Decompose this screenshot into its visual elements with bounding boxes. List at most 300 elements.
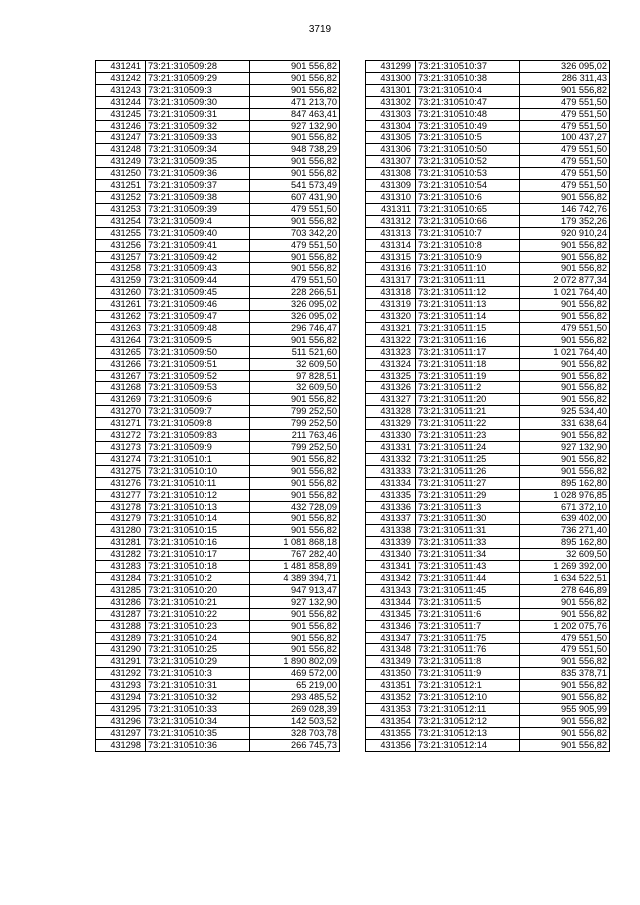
row-number-cell: 431308 xyxy=(366,168,416,180)
cadastral-number-cell: 73:21:310509:53 xyxy=(146,382,250,394)
row-number-cell: 431299 xyxy=(366,61,416,73)
row-number-cell: 431296 xyxy=(96,715,146,727)
value-cell: 479 551,50 xyxy=(520,632,610,644)
row-number-cell: 431356 xyxy=(366,739,416,751)
table-row xyxy=(96,120,340,132)
cadastral-number-cell: 73:21:310509:51 xyxy=(146,358,250,370)
table-row xyxy=(366,418,610,430)
table-row xyxy=(366,144,610,156)
value-cell: 901 556,82 xyxy=(520,680,610,692)
value-cell: 479 551,50 xyxy=(250,239,340,251)
row-number-cell: 431312 xyxy=(366,215,416,227)
cadastral-number-cell: 73:21:310509:36 xyxy=(146,168,250,180)
value-cell: 901 556,82 xyxy=(250,453,340,465)
value-cell: 901 556,82 xyxy=(520,453,610,465)
table-row xyxy=(96,108,340,120)
row-number-cell: 431255 xyxy=(96,227,146,239)
row-number-cell: 431244 xyxy=(96,96,146,108)
value-cell: 269 028,39 xyxy=(250,703,340,715)
value-cell: 1 890 802,09 xyxy=(250,656,340,668)
cadastral-number-cell: 73:21:310509:32 xyxy=(146,120,250,132)
value-cell: 901 556,82 xyxy=(250,263,340,275)
cadastral-number-cell: 73:21:310510:4 xyxy=(416,84,520,96)
table-row xyxy=(366,311,610,323)
table-row xyxy=(96,739,340,751)
table-row xyxy=(366,692,610,704)
cadastral-number-cell: 73:21:310511:8 xyxy=(416,656,520,668)
value-cell: 901 556,82 xyxy=(520,263,610,275)
table-row xyxy=(366,489,610,501)
table-row xyxy=(96,61,340,73)
row-number-cell: 431263 xyxy=(96,322,146,334)
row-number-cell: 431347 xyxy=(366,632,416,644)
cadastral-number-cell: 73:21:310510:10 xyxy=(146,465,250,477)
row-number-cell: 431293 xyxy=(96,680,146,692)
cadastral-number-cell: 73:21:310510:65 xyxy=(416,203,520,215)
table-row xyxy=(366,715,610,727)
row-number-cell: 431337 xyxy=(366,513,416,525)
cadastral-number-cell: 73:21:310509:4 xyxy=(146,215,250,227)
row-number-cell: 431301 xyxy=(366,84,416,96)
cadastral-number-cell: 73:21:310510:7 xyxy=(416,227,520,239)
cadastral-number-cell: 73:21:310509:50 xyxy=(146,346,250,358)
table-row xyxy=(366,96,610,108)
cadastral-number-cell: 73:21:310509:47 xyxy=(146,311,250,323)
value-cell: 901 556,82 xyxy=(250,465,340,477)
value-cell: 65 219,00 xyxy=(250,680,340,692)
table-row xyxy=(96,382,340,394)
table-row xyxy=(96,715,340,727)
row-number-cell: 431333 xyxy=(366,465,416,477)
cadastral-number-cell: 73:21:310510:25 xyxy=(146,644,250,656)
row-number-cell: 431285 xyxy=(96,584,146,596)
row-number-cell: 431318 xyxy=(366,287,416,299)
table-row xyxy=(366,61,610,73)
table-row xyxy=(96,358,340,370)
table-row xyxy=(96,263,340,275)
row-number-cell: 431288 xyxy=(96,620,146,632)
cadastral-number-cell: 73:21:310509:28 xyxy=(146,61,250,73)
row-number-cell: 431317 xyxy=(366,275,416,287)
row-number-cell: 431246 xyxy=(96,120,146,132)
cadastral-number-cell: 73:21:310510:48 xyxy=(416,108,520,120)
cadastral-number-cell: 73:21:310510:16 xyxy=(146,537,250,549)
row-number-cell: 431292 xyxy=(96,668,146,680)
cadastral-number-cell: 73:21:310509:48 xyxy=(146,322,250,334)
cadastral-number-cell: 73:21:310510:53 xyxy=(416,168,520,180)
cadastral-number-cell: 73:21:310510:50 xyxy=(416,144,520,156)
table-row xyxy=(96,477,340,489)
table-row xyxy=(96,180,340,192)
cadastral-number-cell: 73:21:310510:15 xyxy=(146,525,250,537)
value-cell: 767 282,40 xyxy=(250,549,340,561)
row-number-cell: 431274 xyxy=(96,453,146,465)
value-cell: 901 556,82 xyxy=(520,727,610,739)
row-number-cell: 431283 xyxy=(96,561,146,573)
row-number-cell: 431281 xyxy=(96,537,146,549)
row-number-cell: 431349 xyxy=(366,656,416,668)
cadastral-number-cell: 73:21:310511:27 xyxy=(416,477,520,489)
table-row xyxy=(366,680,610,692)
row-number-cell: 431332 xyxy=(366,453,416,465)
row-number-cell: 431279 xyxy=(96,513,146,525)
table-row xyxy=(96,572,340,584)
cadastral-number-cell: 73:21:310511:75 xyxy=(416,632,520,644)
table-row xyxy=(366,156,610,168)
row-number-cell: 431295 xyxy=(96,703,146,715)
left-register-table xyxy=(95,60,340,752)
value-cell: 1 021 764,40 xyxy=(520,346,610,358)
value-cell: 286 311,43 xyxy=(520,72,610,84)
table-row xyxy=(96,584,340,596)
cadastral-number-cell: 73:21:310511:14 xyxy=(416,311,520,323)
cadastral-number-cell: 73:21:310509:29 xyxy=(146,72,250,84)
table-row xyxy=(366,72,610,84)
cadastral-number-cell: 73:21:310512:12 xyxy=(416,715,520,727)
value-cell: 639 402,00 xyxy=(520,513,610,525)
table-row xyxy=(366,275,610,287)
cadastral-number-cell: 73:21:310511:26 xyxy=(416,465,520,477)
table-row xyxy=(96,132,340,144)
row-number-cell: 431241 xyxy=(96,61,146,73)
table-row xyxy=(366,430,610,442)
cadastral-number-cell: 73:21:310510:31 xyxy=(146,680,250,692)
row-number-cell: 431262 xyxy=(96,311,146,323)
table-row xyxy=(366,727,610,739)
value-cell: 901 556,82 xyxy=(250,72,340,84)
value-cell: 901 556,82 xyxy=(250,525,340,537)
value-cell: 4 389 394,71 xyxy=(250,572,340,584)
row-number-cell: 431258 xyxy=(96,263,146,275)
table-row xyxy=(96,549,340,561)
value-cell: 901 556,82 xyxy=(520,370,610,382)
value-cell: 901 556,82 xyxy=(520,739,610,751)
value-cell: 479 551,50 xyxy=(520,144,610,156)
table-row xyxy=(366,394,610,406)
cadastral-number-cell: 73:21:310510:9 xyxy=(416,251,520,263)
value-cell: 901 556,82 xyxy=(250,61,340,73)
value-cell: 328 703,78 xyxy=(250,727,340,739)
value-cell: 955 905,99 xyxy=(520,703,610,715)
cadastral-number-cell: 73:21:310511:2 xyxy=(416,382,520,394)
cadastral-number-cell: 73:21:310511:33 xyxy=(416,537,520,549)
value-cell: 901 556,82 xyxy=(520,382,610,394)
value-cell: 1 028 976,85 xyxy=(520,489,610,501)
row-number-cell: 431253 xyxy=(96,203,146,215)
value-cell: 901 556,82 xyxy=(520,465,610,477)
table-row xyxy=(96,513,340,525)
cadastral-number-cell: 73:21:310511:17 xyxy=(416,346,520,358)
value-cell: 901 556,82 xyxy=(520,191,610,203)
table-row xyxy=(96,644,340,656)
value-cell: 331 638,64 xyxy=(520,418,610,430)
value-cell: 925 534,40 xyxy=(520,406,610,418)
row-number-cell: 431321 xyxy=(366,322,416,334)
value-cell: 835 378,71 xyxy=(520,668,610,680)
cadastral-number-cell: 73:21:310510:5 xyxy=(416,132,520,144)
value-cell: 146 742,76 xyxy=(520,203,610,215)
table-row xyxy=(366,572,610,584)
row-number-cell: 431348 xyxy=(366,644,416,656)
cadastral-number-cell: 73:21:310510:6 xyxy=(416,191,520,203)
cadastral-number-cell: 73:21:310511:45 xyxy=(416,584,520,596)
value-cell: 901 556,82 xyxy=(520,596,610,608)
value-cell: 479 551,50 xyxy=(250,275,340,287)
table-row xyxy=(96,525,340,537)
value-cell: 278 646,89 xyxy=(520,584,610,596)
cadastral-number-cell: 73:21:310510:49 xyxy=(416,120,520,132)
row-number-cell: 431275 xyxy=(96,465,146,477)
table-row xyxy=(366,108,610,120)
cadastral-number-cell: 73:21:310511:24 xyxy=(416,442,520,454)
table-row xyxy=(96,596,340,608)
row-number-cell: 431276 xyxy=(96,477,146,489)
row-number-cell: 431313 xyxy=(366,227,416,239)
cadastral-number-cell: 73:21:310511:7 xyxy=(416,620,520,632)
cadastral-number-cell: 73:21:310510:20 xyxy=(146,584,250,596)
table-row xyxy=(366,251,610,263)
value-cell: 2 072 877,34 xyxy=(520,275,610,287)
table-row xyxy=(366,382,610,394)
value-cell: 901 556,82 xyxy=(520,299,610,311)
table-row xyxy=(96,72,340,84)
row-number-cell: 431302 xyxy=(366,96,416,108)
row-number-cell: 431298 xyxy=(96,739,146,751)
row-number-cell: 431247 xyxy=(96,132,146,144)
value-cell: 296 746,47 xyxy=(250,322,340,334)
cadastral-number-cell: 73:21:310511:15 xyxy=(416,322,520,334)
table-row xyxy=(366,346,610,358)
row-number-cell: 431311 xyxy=(366,203,416,215)
cadastral-number-cell: 73:21:310512:11 xyxy=(416,703,520,715)
row-number-cell: 431251 xyxy=(96,180,146,192)
row-number-cell: 431273 xyxy=(96,442,146,454)
row-number-cell: 431350 xyxy=(366,668,416,680)
value-cell: 847 463,41 xyxy=(250,108,340,120)
cadastral-number-cell: 73:21:310509:43 xyxy=(146,263,250,275)
table-row xyxy=(366,203,610,215)
table-row xyxy=(366,703,610,715)
row-number-cell: 431257 xyxy=(96,251,146,263)
cadastral-number-cell: 73:21:310510:34 xyxy=(146,715,250,727)
row-number-cell: 431271 xyxy=(96,418,146,430)
value-cell: 479 551,50 xyxy=(520,120,610,132)
value-cell: 901 556,82 xyxy=(250,156,340,168)
value-cell: 469 572,00 xyxy=(250,668,340,680)
cadastral-number-cell: 73:21:310511:3 xyxy=(416,501,520,513)
value-cell: 901 556,82 xyxy=(520,84,610,96)
table-row xyxy=(366,644,610,656)
value-cell: 471 213,70 xyxy=(250,96,340,108)
cadastral-number-cell: 73:21:310510:12 xyxy=(146,489,250,501)
row-number-cell: 431242 xyxy=(96,72,146,84)
table-row xyxy=(366,608,610,620)
table-row xyxy=(366,215,610,227)
table-row xyxy=(96,346,340,358)
table-row xyxy=(366,632,610,644)
value-cell: 1 202 075,76 xyxy=(520,620,610,632)
row-number-cell: 431344 xyxy=(366,596,416,608)
value-cell: 901 556,82 xyxy=(520,311,610,323)
cadastral-number-cell: 73:21:310510:18 xyxy=(146,561,250,573)
value-cell: 901 556,82 xyxy=(250,632,340,644)
table-row xyxy=(96,489,340,501)
cadastral-number-cell: 73:21:310511:25 xyxy=(416,453,520,465)
row-number-cell: 431345 xyxy=(366,608,416,620)
cadastral-number-cell: 73:21:310509:52 xyxy=(146,370,250,382)
value-cell: 32 609,50 xyxy=(250,382,340,394)
value-cell: 948 738,29 xyxy=(250,144,340,156)
row-number-cell: 431346 xyxy=(366,620,416,632)
table-row xyxy=(96,465,340,477)
row-number-cell: 431352 xyxy=(366,692,416,704)
cadastral-number-cell: 73:21:310511:12 xyxy=(416,287,520,299)
value-cell: 479 551,50 xyxy=(520,156,610,168)
table-row xyxy=(366,668,610,680)
cadastral-number-cell: 73:21:310509:5 xyxy=(146,334,250,346)
row-number-cell: 431254 xyxy=(96,215,146,227)
table-row xyxy=(96,299,340,311)
cadastral-number-cell: 73:21:310510:11 xyxy=(146,477,250,489)
row-number-cell: 431331 xyxy=(366,442,416,454)
table-row xyxy=(366,656,610,668)
table-row xyxy=(366,549,610,561)
value-cell: 479 551,50 xyxy=(520,168,610,180)
table-row xyxy=(366,227,610,239)
table-row xyxy=(366,168,610,180)
row-number-cell: 431289 xyxy=(96,632,146,644)
table-row xyxy=(366,263,610,275)
cadastral-number-cell: 73:21:310511:6 xyxy=(416,608,520,620)
cadastral-number-cell: 73:21:310509:41 xyxy=(146,239,250,251)
value-cell: 901 556,82 xyxy=(520,394,610,406)
cadastral-number-cell: 73:21:310510:29 xyxy=(146,656,250,668)
value-cell: 927 132,90 xyxy=(250,596,340,608)
cadastral-number-cell: 73:21:310511:10 xyxy=(416,263,520,275)
value-cell: 920 910,24 xyxy=(520,227,610,239)
row-number-cell: 431339 xyxy=(366,537,416,549)
table-row xyxy=(96,251,340,263)
table-row xyxy=(366,453,610,465)
row-number-cell: 431329 xyxy=(366,418,416,430)
cadastral-number-cell: 73:21:310511:11 xyxy=(416,275,520,287)
table-row xyxy=(366,561,610,573)
value-cell: 32 609,50 xyxy=(250,358,340,370)
cadastral-number-cell: 73:21:310509:7 xyxy=(146,406,250,418)
value-cell: 97 828,51 xyxy=(250,370,340,382)
row-number-cell: 431341 xyxy=(366,561,416,573)
value-cell: 479 551,50 xyxy=(520,644,610,656)
cadastral-number-cell: 73:21:310509:44 xyxy=(146,275,250,287)
row-number-cell: 431324 xyxy=(366,358,416,370)
cadastral-number-cell: 73:21:310510:36 xyxy=(146,739,250,751)
table-row xyxy=(96,680,340,692)
value-cell: 479 551,50 xyxy=(520,322,610,334)
cadastral-number-cell: 73:21:310509:9 xyxy=(146,442,250,454)
value-cell: 901 556,82 xyxy=(250,644,340,656)
row-number-cell: 431269 xyxy=(96,394,146,406)
right-register-table xyxy=(365,60,610,752)
row-number-cell: 431270 xyxy=(96,406,146,418)
value-cell: 901 556,82 xyxy=(520,715,610,727)
table-row xyxy=(366,299,610,311)
cadastral-number-cell: 73:21:310510:23 xyxy=(146,620,250,632)
table-row xyxy=(366,287,610,299)
table-row xyxy=(96,406,340,418)
cadastral-number-cell: 73:21:310510:32 xyxy=(146,692,250,704)
cadastral-number-cell: 73:21:310510:13 xyxy=(146,501,250,513)
cadastral-number-cell: 73:21:310511:76 xyxy=(416,644,520,656)
row-number-cell: 431328 xyxy=(366,406,416,418)
value-cell: 479 551,50 xyxy=(520,108,610,120)
cadastral-number-cell: 73:21:310509:35 xyxy=(146,156,250,168)
table-row xyxy=(96,370,340,382)
row-number-cell: 431335 xyxy=(366,489,416,501)
row-number-cell: 431309 xyxy=(366,180,416,192)
value-cell: 901 556,82 xyxy=(520,692,610,704)
row-number-cell: 431304 xyxy=(366,120,416,132)
value-cell: 901 556,82 xyxy=(520,608,610,620)
cadastral-number-cell: 73:21:310511:9 xyxy=(416,668,520,680)
table-row xyxy=(96,227,340,239)
row-number-cell: 431252 xyxy=(96,191,146,203)
table-row xyxy=(96,215,340,227)
table-row xyxy=(366,513,610,525)
value-cell: 901 556,82 xyxy=(250,84,340,96)
value-cell: 901 556,82 xyxy=(250,394,340,406)
value-cell: 895 162,80 xyxy=(520,477,610,489)
row-number-cell: 431278 xyxy=(96,501,146,513)
cadastral-number-cell: 73:21:310509:38 xyxy=(146,191,250,203)
value-cell: 901 556,82 xyxy=(250,513,340,525)
cadastral-number-cell: 73:21:310510:22 xyxy=(146,608,250,620)
row-number-cell: 431320 xyxy=(366,311,416,323)
row-number-cell: 431314 xyxy=(366,239,416,251)
value-cell: 266 745,73 xyxy=(250,739,340,751)
table-row xyxy=(366,406,610,418)
value-cell: 211 763,46 xyxy=(250,430,340,442)
table-row xyxy=(366,620,610,632)
table-row xyxy=(96,668,340,680)
cadastral-number-cell: 73:21:310510:3 xyxy=(146,668,250,680)
table-row xyxy=(366,84,610,96)
table-row xyxy=(96,287,340,299)
row-number-cell: 431353 xyxy=(366,703,416,715)
value-cell: 1 634 522,51 xyxy=(520,572,610,584)
row-number-cell: 431245 xyxy=(96,108,146,120)
value-cell: 1 081 868,18 xyxy=(250,537,340,549)
row-number-cell: 431340 xyxy=(366,549,416,561)
cadastral-number-cell: 73:21:310510:52 xyxy=(416,156,520,168)
cadastral-number-cell: 73:21:310510:24 xyxy=(146,632,250,644)
row-number-cell: 431330 xyxy=(366,430,416,442)
table-row xyxy=(366,584,610,596)
value-cell: 703 342,20 xyxy=(250,227,340,239)
value-cell: 901 556,82 xyxy=(520,430,610,442)
table-row xyxy=(366,334,610,346)
cadastral-number-cell: 73:21:310511:18 xyxy=(416,358,520,370)
cadastral-number-cell: 73:21:310511:13 xyxy=(416,299,520,311)
table-row xyxy=(96,156,340,168)
cadastral-number-cell: 73:21:310509:46 xyxy=(146,299,250,311)
cadastral-number-cell: 73:21:310510:2 xyxy=(146,572,250,584)
table-row xyxy=(96,537,340,549)
row-number-cell: 431287 xyxy=(96,608,146,620)
row-number-cell: 431354 xyxy=(366,715,416,727)
cadastral-number-cell: 73:21:310509:6 xyxy=(146,394,250,406)
table-row xyxy=(366,501,610,513)
table-row xyxy=(96,144,340,156)
